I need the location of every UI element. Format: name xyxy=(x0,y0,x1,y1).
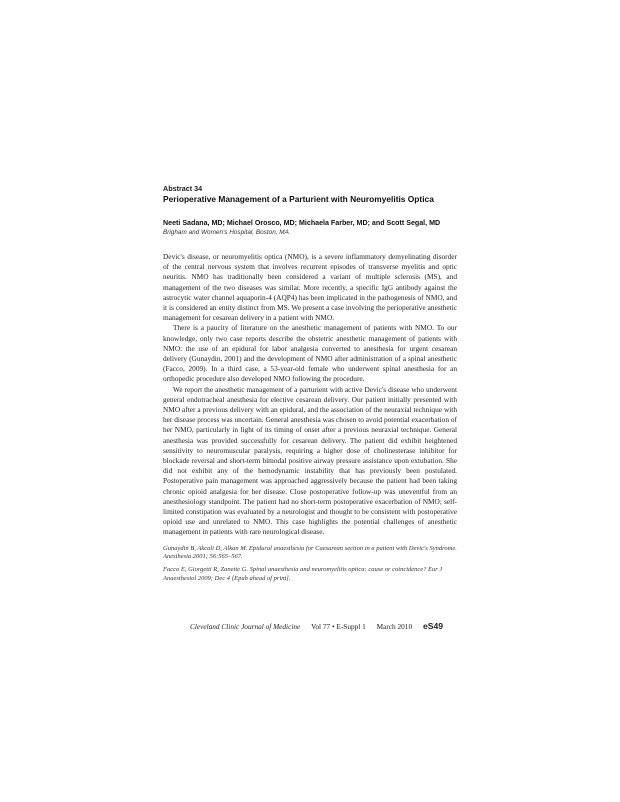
page-footer xyxy=(190,621,458,631)
reference-item: Gunaydin B, Akcali D, Alkan M. Epidural anaesthesia for Caesarean section in a patient with Devic's Syndrome. Anesthesia 2001; 56:565–567. xyxy=(163,544,457,561)
abstract-body xyxy=(163,252,457,538)
body-paragraph: There is a paucity of literature on the anesthetic management of patients with NMO. To our knowledge, only two case reports describe the obstetric anesthetic management of patients with NMO: the use of an epidural for labor analgesia converted to anesthesia for urgent cesarean delivery (Gunaydin, 2001) and the development of NMO after administration of a spinal anesthetic (Facco, 2009). In a third case, a 53-year-old female who underwent spinal anesthesia for an orthopedic procedure also developed NMO following the procedure. xyxy=(163,323,457,384)
author-list: Neeti Sadana, MD; Michael Orosco, MD; Michaela Farber, MD; and Scott Segal, MD xyxy=(163,219,441,227)
affiliation: Brigham and Women's Hospital, Boston, MA xyxy=(163,229,289,236)
reference-list xyxy=(163,545,457,584)
abstract-content xyxy=(163,184,457,588)
footer-date: March 2010 xyxy=(376,622,413,631)
reference-item: Facco E, Giorgetti R, Zanette G. Spinal anaesthesia and neuromyelitis optica: cause or coincidence? Eur J Anaesthesiol 2009; Dec 4 [Epub ahead of print]. xyxy=(163,566,443,583)
abstract-number: Abstract 34 xyxy=(163,184,203,193)
footer-page-number: eS49 xyxy=(422,621,444,631)
abstract-title: Perioperative Management of a Parturient with Neuromyelitis Optica xyxy=(163,194,434,204)
body-paragraph: Devic's disease, or neuromyelitis optica (NMO), is a severe inflammatory demyelinating disorder of the central nervous system that involves recurrent episodes of transverse myelitis and optic neuritis. NMO has traditionally been considered a variant of multiple sclerosis (MS), and management of the two diseases was similar. More recently, a specific IgG antibody against the astrocytic water channel aquaporin-4 (AQP4) has been implicated in the pathogenesis of NMO, and it is considered an entity distinct from MS. We present a case involving the perioperative anesthetic management for cesarean delivery in a patient with NMO. xyxy=(163,252,457,323)
footer-journal-name: Cleveland Clinic Journal of Medicine xyxy=(190,622,301,631)
footer-volume: Vol 77 • E-Suppl 1 xyxy=(311,622,366,631)
body-paragraph: We report the anesthetic management of a parturient with active Devic's disease who underwent general endotracheal anesthesia for elective cesarean delivery. Our patient initially presented with NMO after a previous delivery with an epidural, and the association of the neuraxial technique with her disease process was uncertain. General anesthesia was chosen to avoid potential exacerbation of her NMO, particularly in light of its timing of onset after a previous neuraxial technique. General anesthesia was provided successfully for cesarean delivery. The patient did exhibit heightened sensitivity to neuromuscular paralysis, requiring a higher dose of cholinesterase inhibitor for blockade reversal and short-term bimodal positive airway pressure assistance upon extubation. She did not exhibit any of the hemodynamic instability that has previously been postulated. Postoperative pain management was approached aggressively because the patient had been taking chronic opioid analgesia for her disease. Close postoperative follow-up was uneventful from an anesthesiology standpoint. The patient had no short-term postoperative exacerbation of NMO; self-limited constipation was evaluated by a neurologist and thought to be consistent with postoperative opioid use and unrelated to NMO. This case highlights the potential challenges of anesthetic management in patients with rare neurological disease. xyxy=(163,384,457,537)
